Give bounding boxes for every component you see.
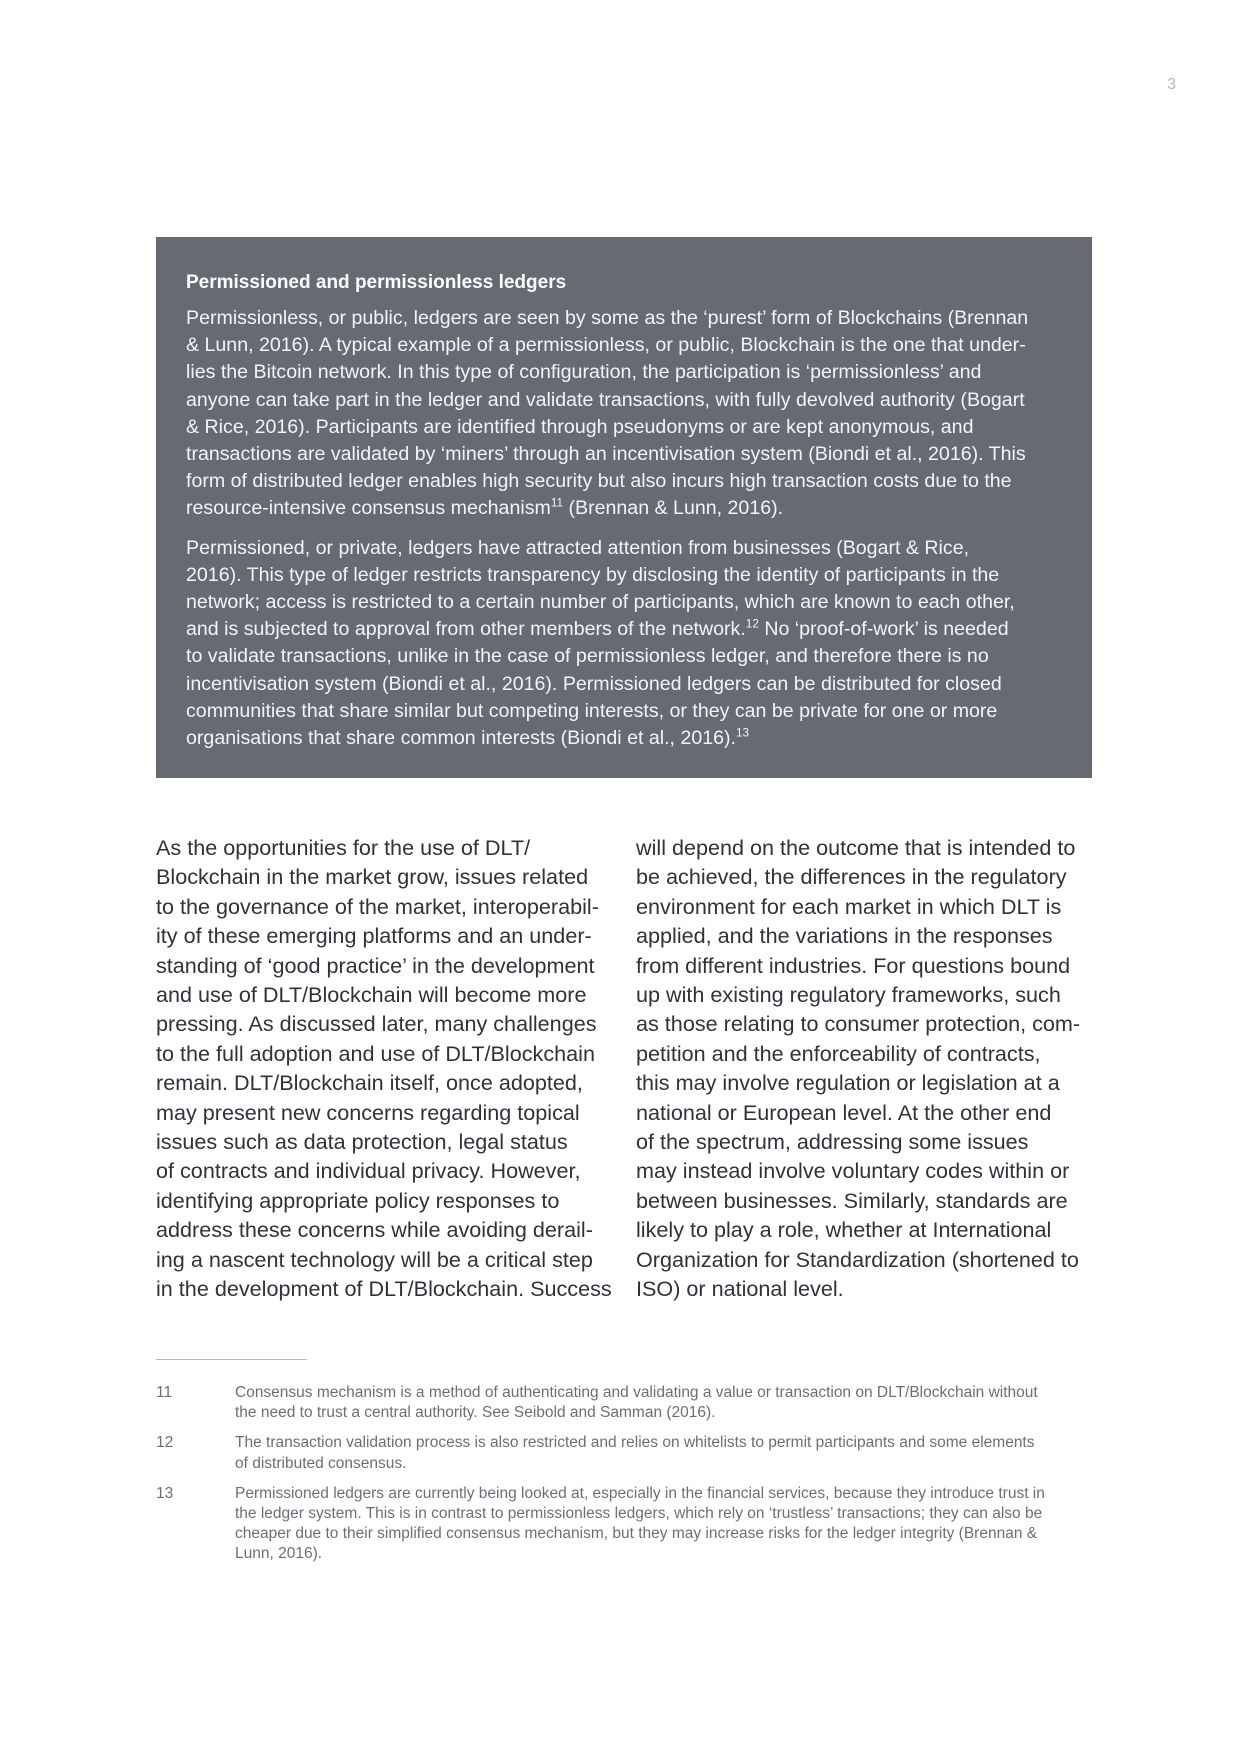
text-line: communities that share similar but competing interests, or they can be private for one or more — [186, 699, 998, 722]
text-line: may present new concerns regarding topical — [156, 1099, 580, 1125]
footnote-ref-12[interactable]: 12 — [745, 617, 759, 631]
text-line: from different industries. For questions bound — [636, 952, 1071, 978]
text-line: Blockchain in the market grow, issues related — [156, 864, 589, 890]
footnote-12 — [156, 1433, 1092, 1473]
text-line: 2016). This type of ledger restricts transparency by disclosing the identity of participants in the — [186, 563, 1000, 586]
body-column-right — [636, 833, 1080, 1304]
text-line: & Lunn, 2016). A typical example of a permissionless, or public, Blockchain is the one that under- — [186, 334, 1026, 357]
text-line: in the development of DLT/Blockchain. Success — [156, 1276, 612, 1302]
text-line — [186, 725, 1062, 752]
text-line: environment for each market in which DLT is — [636, 893, 1062, 919]
text-fragment: and is subjected to approval from other members of the network. — [186, 618, 746, 641]
text-line: the need to trust a central authority. See Seibold and Samman (2016). — [235, 1404, 716, 1422]
text-line: issues such as data protection, legal status — [156, 1129, 568, 1155]
body-column-left — [156, 833, 612, 1304]
text-line: of the spectrum, addressing some issues — [636, 1129, 1029, 1155]
text-line: anyone can take part in the ledger and validate transactions, with fully devolved authority (Bogart — [186, 388, 1025, 411]
text-line: be achieved, the differences in the regulatory — [636, 864, 1067, 890]
footnote-number: 11 — [156, 1384, 173, 1401]
footnotes — [156, 1383, 1092, 1575]
text-line: ISO) or national level. — [636, 1276, 844, 1302]
info-box — [156, 237, 1092, 778]
text-line: incentivisation system (Biondi et al., 2016). Permissioned ledgers can be distributed for closed — [186, 672, 1002, 695]
text-fragment: organisations that share common interests (Biondi et al., 2016). — [186, 727, 737, 750]
text-line: Organization for Standardization (shortened to — [636, 1246, 1079, 1272]
text-line: cheaper due to their simplified consensus mechanism, but they may increase risks for the ledger integrity (Brennan & — [235, 1525, 1038, 1543]
text-line: may instead involve voluntary codes within or — [636, 1158, 1070, 1184]
text-line: of contracts and individual privacy. However, — [156, 1158, 581, 1184]
footnote-ref-11[interactable]: 11 — [550, 496, 564, 510]
footnote-ref-13[interactable]: 13 — [736, 726, 750, 740]
text-line: to validate transactions, unlike in the case of permissionless ledger, and therefore there is no — [186, 645, 989, 668]
text-line: form of distributed ledger enables high security but also incurs high transaction costs due to the — [186, 470, 1012, 493]
text-line: As the opportunities for the use of DLT/ — [156, 835, 531, 860]
text-line: Permissioned, or private, ledgers have attracted attention from businesses (Bogart & Rice, — [186, 536, 970, 559]
footnote-number: 12 — [156, 1434, 174, 1452]
footnote-text — [235, 1484, 1092, 1565]
text-line — [186, 616, 1062, 643]
text-line: address these concerns while avoiding derail- — [156, 1217, 593, 1243]
page-number: 3 — [1167, 76, 1176, 93]
footnote-11 — [156, 1383, 1092, 1423]
footnote-text — [235, 1433, 1092, 1473]
text-line: this may involve regulation or legislation at a — [636, 1070, 1060, 1096]
text-line: will depend on the outcome that is intended to — [636, 835, 1076, 860]
footnote-divider — [156, 1359, 307, 1360]
text-line: and use of DLT/Blockchain will become more — [156, 982, 587, 1008]
text-line: as those relating to consumer protection, com- — [636, 1011, 1081, 1037]
text-line: Lunn, 2016). — [235, 1545, 323, 1563]
text-line: ing a nascent technology will be a critical step — [156, 1246, 593, 1272]
text-fragment: (Brennan & Lunn, 2016). — [563, 497, 784, 520]
text-line: identifying appropriate policy responses to — [156, 1187, 560, 1213]
text-fragment: resource-intensive consensus mechanism — [186, 497, 551, 520]
text-line: pressing. As discussed later, many challenges — [156, 1011, 597, 1037]
footnote-number: 13 — [156, 1484, 174, 1502]
text-line: petition and the enforceability of contracts, — [636, 1040, 1041, 1066]
text-line — [186, 495, 1062, 522]
text-line: remain. DLT/Blockchain itself, once adopted, — [156, 1070, 583, 1096]
text-line: network; access is restricted to a certain number of participants, which are known to each other, — [186, 591, 1015, 614]
text-line: applied, and the variations in the responses — [636, 923, 1053, 949]
footnote-text — [235, 1383, 1092, 1423]
text-line: national or European level. At the other end — [636, 1099, 1052, 1125]
text-line: ity of these emerging platforms and an under- — [156, 923, 592, 949]
box-paragraph-1 — [186, 305, 1062, 523]
text-line: Permissioned ledgers are currently being looked at, especially in the financial services, because they introduce trust in — [235, 1484, 1045, 1502]
text-line: The transaction validation process is also restricted and relies on whitelists to permit participants and some elements — [235, 1434, 1035, 1452]
box-title: Permissioned and permissionless ledgers — [186, 272, 567, 293]
text-line: lies the Bitcoin network. In this type of configuration, the participation is ‘permissionless’ and — [186, 361, 982, 384]
text-line: Permissionless, or public, ledgers are seen by some as the ‘purest’ form of Blockchains (Brennan — [186, 307, 1029, 329]
text-line: & Rice, 2016). Participants are identified through pseudonyms or are kept anonymous, and — [186, 415, 974, 438]
text-line: to the governance of the market, interoperabil- — [156, 893, 599, 919]
text-line: up with existing regulatory frameworks, such — [636, 982, 1061, 1008]
text-line: standing of ‘good practice’ in the development — [156, 952, 595, 978]
footnote-13 — [156, 1484, 1092, 1565]
text-line: likely to play a role, whether at International — [636, 1217, 1052, 1243]
text-line: of distributed consensus. — [235, 1454, 407, 1472]
text-line: transactions are validated by ‘miners’ through an incentivisation system (Biondi et al., 2016). This — [186, 443, 1026, 466]
text-fragment: No ‘proof-of-work’ is needed — [758, 618, 1009, 641]
text-line: between businesses. Similarly, standards are — [636, 1187, 1068, 1213]
text-line: the ledger system. This is in contrast to permissionless ledgers, which rely on ‘trustless’ transactions; they can also be — [235, 1505, 1043, 1523]
box-paragraph-2 — [186, 535, 1062, 753]
text-line: Consensus mechanism is a method of authenticating and validating a value or transaction on DLT/Blockchain without — [235, 1384, 1038, 1401]
text-line: to the full adoption and use of DLT/Blockchain — [156, 1040, 595, 1066]
